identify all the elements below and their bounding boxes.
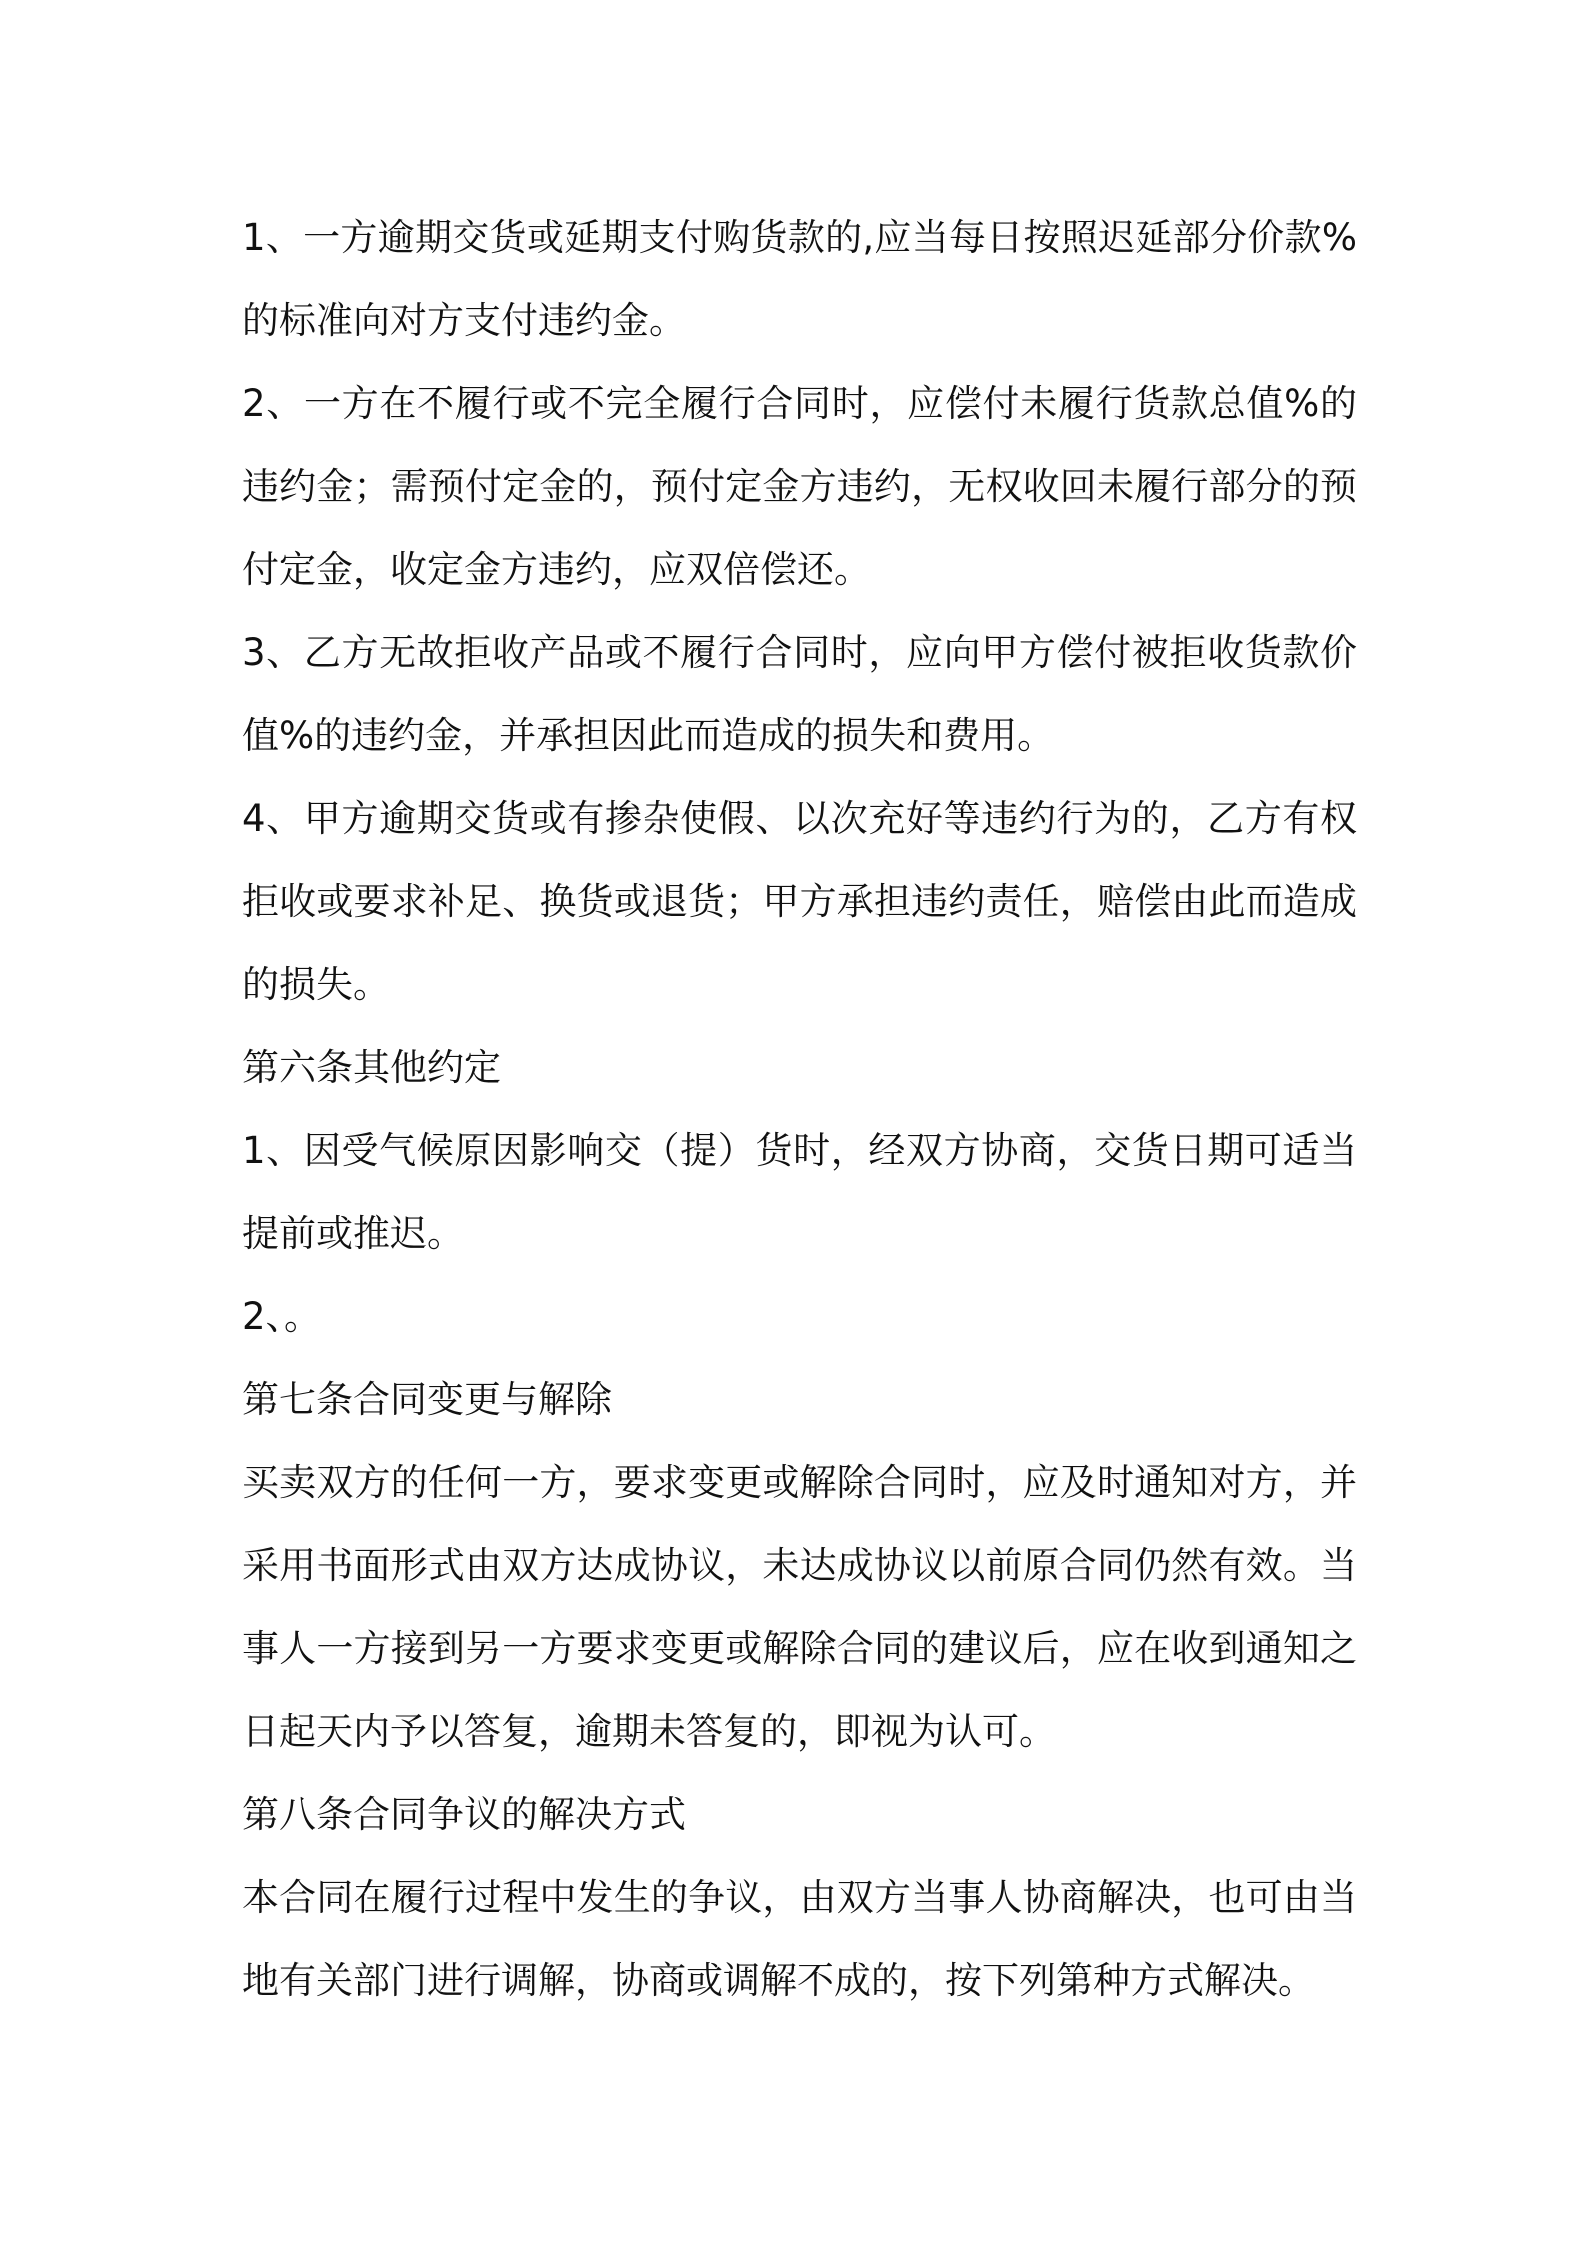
document-body xyxy=(242,196,1357,2022)
clause-paragraph: 4、甲方逾期交货或有掺杂使假、以次充好等违约行为的，乙方有权拒收或要求补足、换货或退货；甲方承担违约责任，赔偿由此而造成的损失。 xyxy=(242,797,1357,1006)
clause-paragraph: 3、乙方无故拒收产品或不履行合同时，应向甲方偿付被拒收货款价值%的违约金，并承担因此而造成的损失和费用。 xyxy=(242,631,1357,757)
clause-paragraph: 2、一方在不履行或不完全履行合同时，应偿付未履行货款总值%的违约金；需预付定金的，预付定金方违约，无权收回未履行部分的预付定金，收定金方违约，应双倍偿还。 xyxy=(242,382,1357,591)
clause-paragraph: 1、一方逾期交货或延期支付购货款的,应当每日按照迟延部分价款%的标准向对方支付违约金。 xyxy=(242,216,1357,342)
section-heading: 第六条其他约定 xyxy=(242,1046,501,1089)
section-heading: 第七条合同变更与解除 xyxy=(242,1378,612,1421)
clause-paragraph: 2、。 xyxy=(242,1295,322,1338)
clause-paragraph: 本合同在履行过程中发生的争议，由双方当事人协商解决，也可由当地有关部门进行调解，协商或调解不成的，按下列第种方式解决。 xyxy=(242,1876,1357,2002)
section-heading: 第八条合同争议的解决方式 xyxy=(242,1793,686,1836)
clause-paragraph: 1、因受气候原因影响交（提）货时，经双方协商，交货日期可适当提前或推迟。 xyxy=(242,1129,1357,1255)
clause-paragraph: 买卖双方的任何一方，要求变更或解除合同时，应及时通知对方，并采用书面形式由双方达成协议，未达成协议以前原合同仍然有效。当事人一方接到另一方要求变更或解除合同的建议后，应在收到通知之日起天内予以答复，逾期未答复的，即视为认可。 xyxy=(242,1461,1357,1753)
